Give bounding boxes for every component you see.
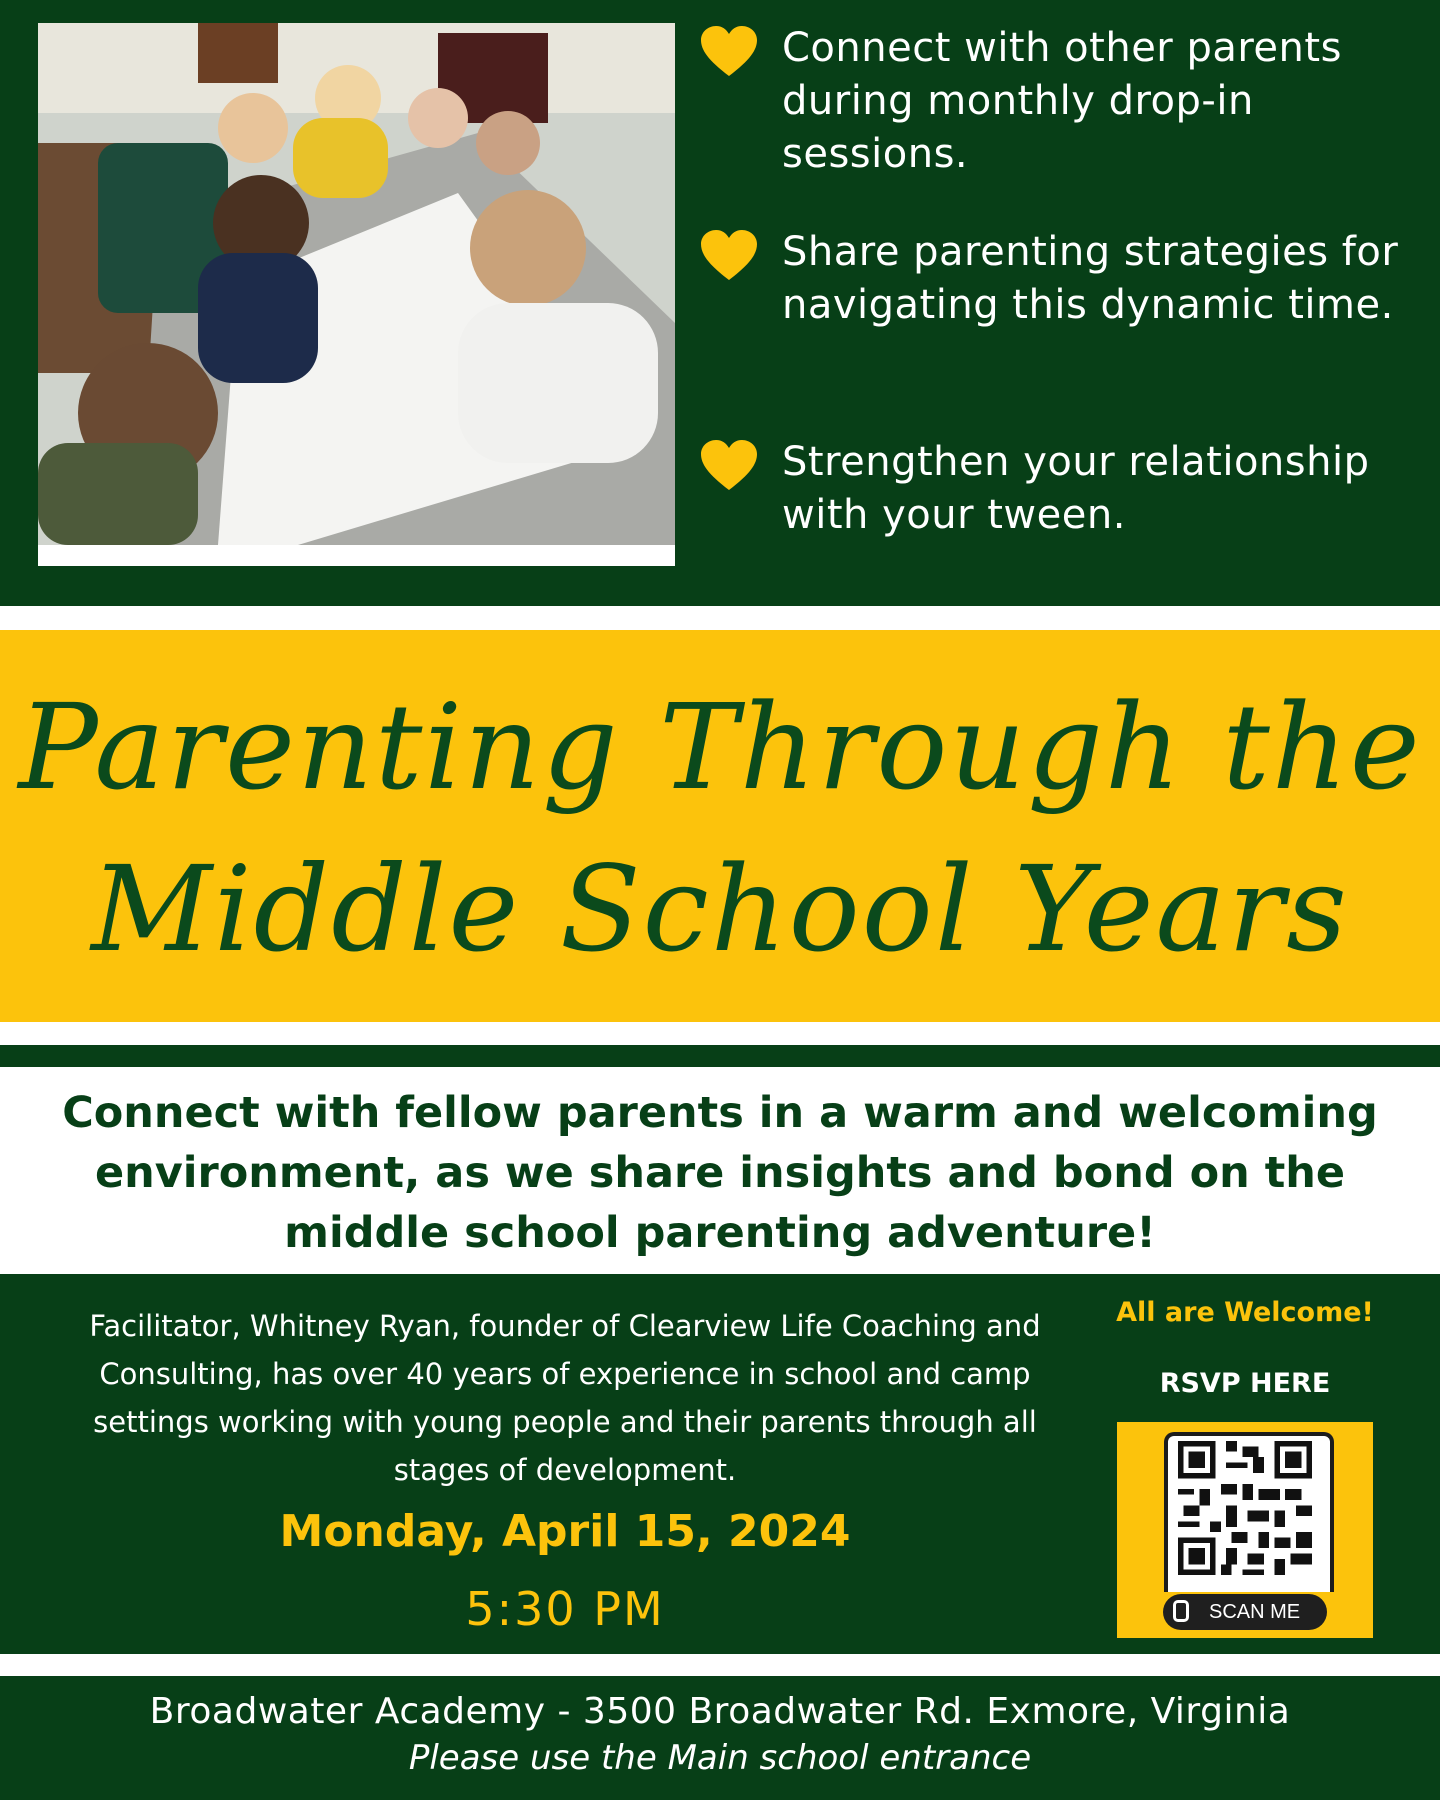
title-line-1: Parenting Through the [18, 678, 1422, 816]
scan-me-label: SCAN ME [1209, 1601, 1301, 1623]
bullet-text: Strengthen your relationship with your tween. [782, 439, 1370, 538]
qr-code-icon[interactable] [1178, 1441, 1312, 1575]
heart-icon [700, 230, 758, 282]
title-line-2: Middle School Years [91, 840, 1349, 978]
bullet-text: Connect with other parents during monthly drop-in sessions. [782, 25, 1342, 177]
entrance-note: Please use the Main school entrance [408, 1738, 1032, 1778]
event-time: 5:30 PM [465, 1582, 665, 1636]
kids-photo-image [38, 23, 675, 545]
tagline-text: Connect with fellow parents in a warm and welcoming environment, as we share insights and bond on the middle school parenting adventure! [62, 1088, 1378, 1258]
address-text: Broadwater Academy - 3500 Broadwater Rd. Exmore, Virginia [149, 1691, 1291, 1732]
scan-me-button[interactable] [1163, 1594, 1327, 1630]
divider-stripe [0, 1045, 1440, 1067]
tagline-section [0, 1072, 1440, 1274]
phone-icon [1173, 1600, 1189, 1622]
bullet-text: Share parenting strategies for navigating this dynamic time. [782, 229, 1399, 328]
heart-icon [700, 440, 758, 492]
facilitator-text: Facilitator, Whitney Ryan, founder of Clearview Life Coaching and Consulting, has over 40 years of experience in school and camp settings working with young people and their parents through all stages of development. [89, 1309, 1041, 1487]
welcome-text: All are Welcome! [1116, 1297, 1374, 1328]
heart-icon [700, 26, 758, 78]
rsvp-label: RSVP HERE [1159, 1368, 1331, 1399]
event-title [0, 630, 1440, 1022]
event-date: Monday, April 15, 2024 [279, 1506, 851, 1557]
